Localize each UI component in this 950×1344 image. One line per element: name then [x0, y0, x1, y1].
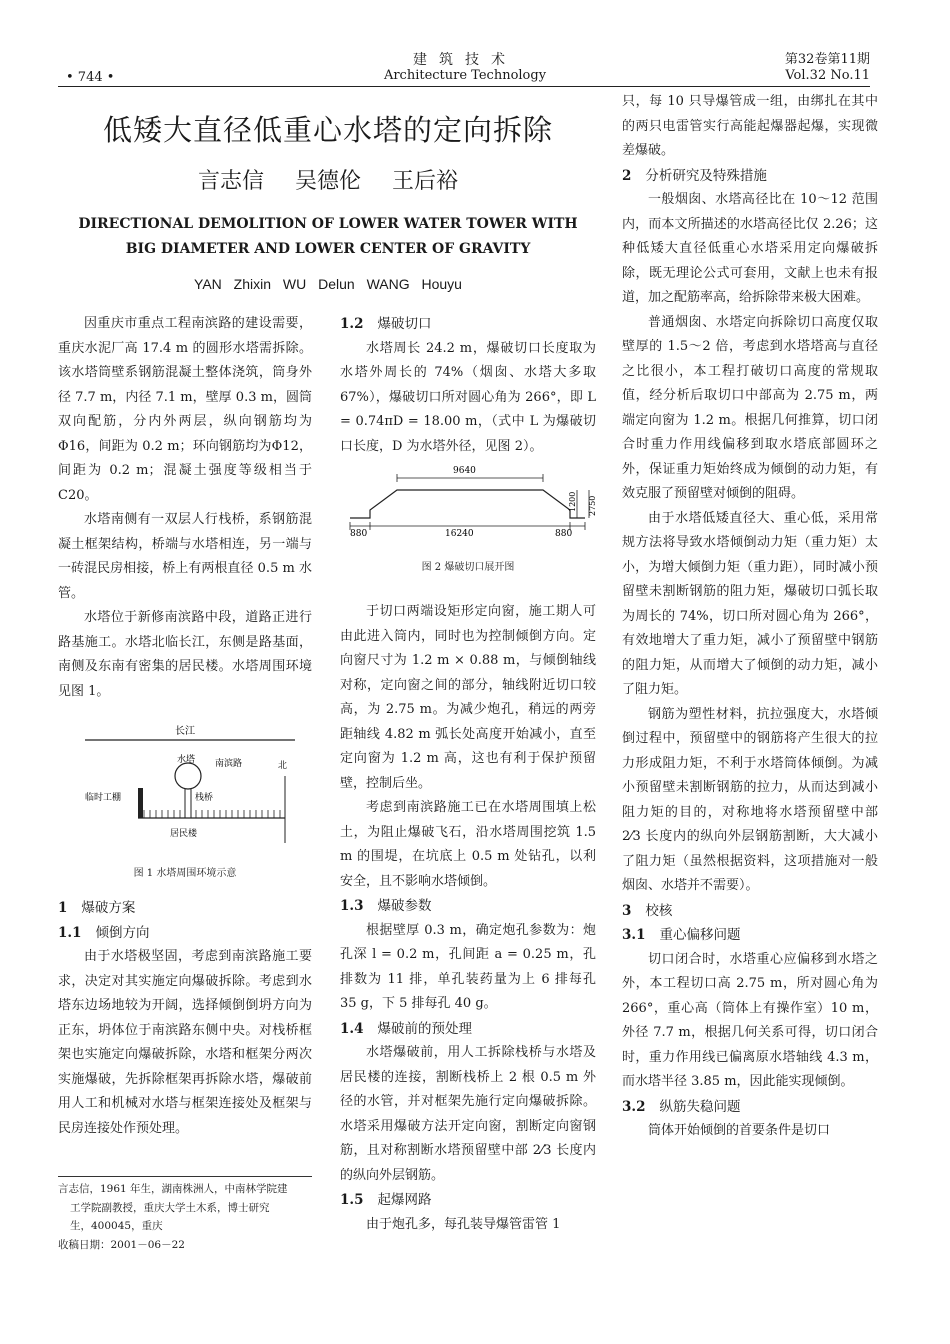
- figure-2-caption: 图 2 爆破切口展开图: [421, 562, 515, 573]
- subsection-heading: [58, 921, 312, 946]
- paragraph: 水塔周长 24.2 m，爆破切口长度取为水塔外周长的 74%（烟囱、水塔大多取 67%），爆破切口所对圆心角为 266°，即 L = 0.74πD = 18.00 m，（式中 L 为爆破切口长度，D 为水塔外径，见图 2）。: [340, 340, 596, 454]
- subsection-number: 3.2: [622, 1098, 646, 1115]
- subsection-number: 1.4: [340, 1020, 364, 1037]
- paragraph: 水塔爆破前，用人工拆除栈桥与水塔及居民楼的连接，割断栈桥上 2 根 0.5 m 外径的水管，并对框架先施行定向爆破拆除。水塔采用爆破方法开定向窗，割断定向窗钢筋，且对称割断水塔预留壁中部 2⁄3 长度内的纵向外层钢筋。: [340, 1045, 596, 1183]
- paragraph: 由于炮孔多，每孔装导爆管雷管 1: [366, 1216, 561, 1232]
- label-river: 长江: [175, 726, 195, 737]
- paragraph: 由于水塔低矮直径大、重心低，采用常规方法将导致水塔倾倒动力矩（重力矩）太小，为增大倾倒力矩（重力距），同时减小预留壁未割断钢筋的阻力矩，爆破切口弧长取为周长的 74%，切口所对圆心角为 266°，有效地增大了重力矩，减小了预留壁中钢筋的阻力矩，从而增大了倾倒的动力矩，减小了阻力矩。: [622, 510, 878, 697]
- paper-title-en: [58, 212, 598, 262]
- figure-1-caption: 图 1 水塔周围环境示意: [133, 868, 237, 879]
- label-residential: 居民楼: [170, 829, 198, 839]
- section-number: 1: [58, 900, 68, 916]
- label-tower: 水塔: [177, 755, 196, 765]
- author-bio-line2: 工学院副教授，重庆大学土木系，博士研究: [70, 1201, 270, 1214]
- cut-outline: [350, 490, 585, 518]
- footnote: [58, 1180, 318, 1254]
- paragraph: 筒体开始倾倒的首要条件是切口: [648, 1123, 831, 1138]
- footnote-rule: [58, 1176, 312, 1177]
- section-heading: [58, 896, 312, 921]
- subsection-heading: [622, 923, 878, 948]
- dim-right-label: 880: [555, 529, 573, 539]
- volume-info: [730, 52, 870, 84]
- residential-hatch: [144, 810, 280, 818]
- subsection-number: 1.2: [340, 316, 364, 332]
- subsection-title: 倾倒方向: [95, 924, 150, 941]
- paragraph: 水塔南侧有一双层人行栈桥，系钢筋混凝土框架结构，桥端与水塔相连，另一端与一砖混民房相接，桥上有两根直径 0.5 m 水管。: [58, 512, 312, 601]
- subsection-title: 纵筋失稳问题: [659, 1098, 741, 1115]
- journal-name: [375, 52, 555, 84]
- subsection-number: 1.1: [58, 924, 82, 941]
- volume-en: Vol.32 No.11: [785, 68, 870, 83]
- paragraph: 水塔位于新修南滨路中段，道路正进行路基施工。水塔北临长江，东侧是路基面，南侧及东南有密集的居民楼。水塔周围环境见图 1。: [58, 610, 312, 699]
- paragraph: 只，每 10 只导爆管成一组，由绑扎在其中的两只电雷管实行高能起爆器起爆，实现微差爆破。: [622, 94, 878, 158]
- subsection-number: 3.1: [622, 927, 646, 943]
- title-en-line2: BIG DIAMETER AND LOWER CENTER OF GRAVITY: [125, 241, 531, 257]
- paragraph: 普通烟囱、水塔定向拆除切口高度仅取壁厚的 1.5～2 倍，考虑到水塔塔高与直径之比很小，本工程打破切口高度的常规取值，经分析后取切口中部高为 2.75 m，两端定向窗为 1.2 m。根据几何推算，切口闭合时重力作用线偏移到取水塔底部圆环之外，保证重力矩始终成为倾倒的动力矩，有效克服了预留壁对倾倒的阻碍。: [622, 314, 878, 501]
- subsection-title: 爆破切口: [377, 316, 432, 332]
- label-road: 南滨路: [215, 759, 243, 769]
- section-title: 分析研究及特殊措施: [645, 167, 767, 184]
- column-1-intro: [58, 312, 312, 704]
- section-number: 2: [622, 167, 632, 184]
- page-number: • 744 •: [66, 70, 115, 85]
- author-bio-line3: 生，400045，重庆: [70, 1220, 163, 1232]
- label-north: 北: [278, 761, 288, 771]
- figure-2-cut-diagram: [345, 460, 595, 545]
- column-2-top: [340, 312, 596, 459]
- dim-h1-label: 1200: [568, 491, 577, 512]
- paragraph: 根据壁厚 0.3 m，确定炮孔参数为：炮孔深 l = 0.2 m，孔间距 a = 0.25 m，孔排数为 11 排，单孔装药量为上 6 排每孔 35 g，下 5 排每孔 40 g。: [340, 922, 596, 1011]
- section-heading: [622, 164, 878, 189]
- paragraph: 于切口两端设矩形定向窗，施工期人可由此进入筒内，同时也为控制倾倒方向。定向窗尺寸为 1.2 m × 0.88 m，与倾倒轴线对称，定向窗之间的部分，轴线附近切口较高，为 2.75 m。为减少炮孔，稍远的两旁距轴线 4.82 m 弧长处高度开始减小，直至定向窗为 1.2 m 高，这也有利于保护预留壁，控制后坐。: [340, 604, 596, 791]
- label-shed: 临时工棚: [85, 793, 122, 803]
- dim-bottom-label: 16240: [445, 529, 474, 539]
- author-bio-line1: 言志信，1961 年生，湖南株洲人，中南林学院建: [58, 1183, 288, 1195]
- subsection-number: 1.5: [340, 1192, 364, 1208]
- column-2-bottom: [340, 600, 596, 1237]
- dim-left-label: 880: [350, 529, 368, 539]
- tower-circle: [175, 763, 201, 789]
- authors-en: YAN Zhixin WU Delun WANG Houyu: [194, 276, 462, 292]
- volume-cn: 第32卷第11期: [784, 52, 870, 67]
- subsection-title: 爆破参数: [377, 898, 432, 914]
- paragraph: 因重庆市重点工程南滨路的建设需要，重庆水泥厂高 17.4 m 的圆形水塔需拆除。该水塔筒壁系钢筋混凝土整体浇筑，筒身外径 7.7 m，内径 7.1 m，壁厚 0.3 m，圆筒双向配筋，分内外两层，纵向钢筋均为Φ16，间距为 0.2 m；环向钢筋均为Φ12，间距为 0.2 m；混凝土强度等级相当于 C20。: [58, 316, 312, 503]
- section-number: 3: [622, 902, 632, 919]
- section-title: 校核: [645, 902, 673, 919]
- authors-cn: 言志信 吴德伦 王后裕: [198, 169, 458, 194]
- paragraph: 由于水塔极坚固，考虑到南滨路施工要求，决定对其实施定向爆破拆除。考虑到水塔东边场地较为开阔，选择倾倒倒坍方向为正东，坍体位于南滨路东侧中央。对栈桥框架也实施定向爆破拆除，水塔和框架分两次实施爆破，先拆除框架再拆除水塔，爆破前用人工和机械对水塔与框架连接处及框架与民房连接处作预处理。: [58, 949, 312, 1136]
- paragraph: 钢筋为塑性材料，抗拉强度大，水塔倾倒过程中，预留壁中的钢筋将产生很大的拉力形成阻力矩，不利于水塔筒体倾倒。为减小预留壁未割断钢筋的拉力，从而达到减小阻力矩的目的，对称地将水塔预留壁中部 2⁄3 长度内的纵向外层钢筋割断，大大减小了阻力矩（虽然根据资料，这项措施对一般烟囱、水塔并不需要）。: [622, 706, 878, 893]
- subsection-title: 起爆网路: [377, 1192, 432, 1208]
- journal-name-en: Architecture Technology: [383, 68, 547, 83]
- received-date: 收稿日期：2001－06－22: [58, 1238, 185, 1251]
- title-en-line1: DIRECTIONAL DEMOLITION OF LOWER WATER TOWER WITH: [78, 216, 578, 232]
- paragraph: 考虑到南滨路施工已在水塔周围填上松土，为阻止爆破飞石，沿水塔周围挖筑 1.5 m 的围堤，在坑底上 0.5 m 处钻孔，以利安全，且不影响水塔倾倒。: [340, 800, 596, 889]
- dim-h2-label: 2750: [588, 495, 597, 516]
- paragraph: 切口闭合时，水塔重心应偏移到水塔之外，本工程切口高 2.75 m，所对圆心角为 266°，重心高（筒体上有操作室）10 m，外径 7.7 m，根据几何关系可得，切口闭合时，重力作用线已偏离原水塔轴线 4.3 m，而水塔半径 3.85 m，因此能实现倾倒。: [622, 951, 878, 1089]
- figure-1-site-diagram: [80, 718, 300, 848]
- subsection-heading: [340, 1188, 596, 1213]
- section-heading: [622, 899, 878, 924]
- section-title: 爆破方案: [81, 900, 136, 916]
- subsection-number: 1.3: [340, 898, 364, 914]
- subsection-heading: [340, 894, 596, 919]
- subsection-heading: [340, 1017, 596, 1042]
- subsection-title: 重心偏移问题: [659, 927, 741, 943]
- label-bridge: 栈桥: [195, 793, 214, 803]
- subsection-heading: [340, 312, 596, 337]
- shed-wall: [138, 788, 143, 818]
- paper-title: 低矮大直径低重心水塔的定向拆除: [102, 113, 553, 147]
- column-3: [622, 90, 878, 1144]
- journal-name-cn: 建筑技术: [413, 52, 517, 68]
- dim-top-label: 9640: [453, 466, 476, 476]
- subsection-heading: [622, 1095, 878, 1120]
- header-rule: [58, 86, 870, 87]
- paragraph: 一般烟囱、水塔高径比在 10～12 范围内，而本文所描述的水塔高径比仅 2.26；这种低矮大直径低重心水塔采用定向爆破拆除，既无理论公式可套用，文献上也未有报道，加之配筋率高，给拆除带来极大困难。: [622, 192, 878, 305]
- section-1: [58, 896, 312, 1141]
- subsection-title: 爆破前的预处理: [377, 1020, 472, 1037]
